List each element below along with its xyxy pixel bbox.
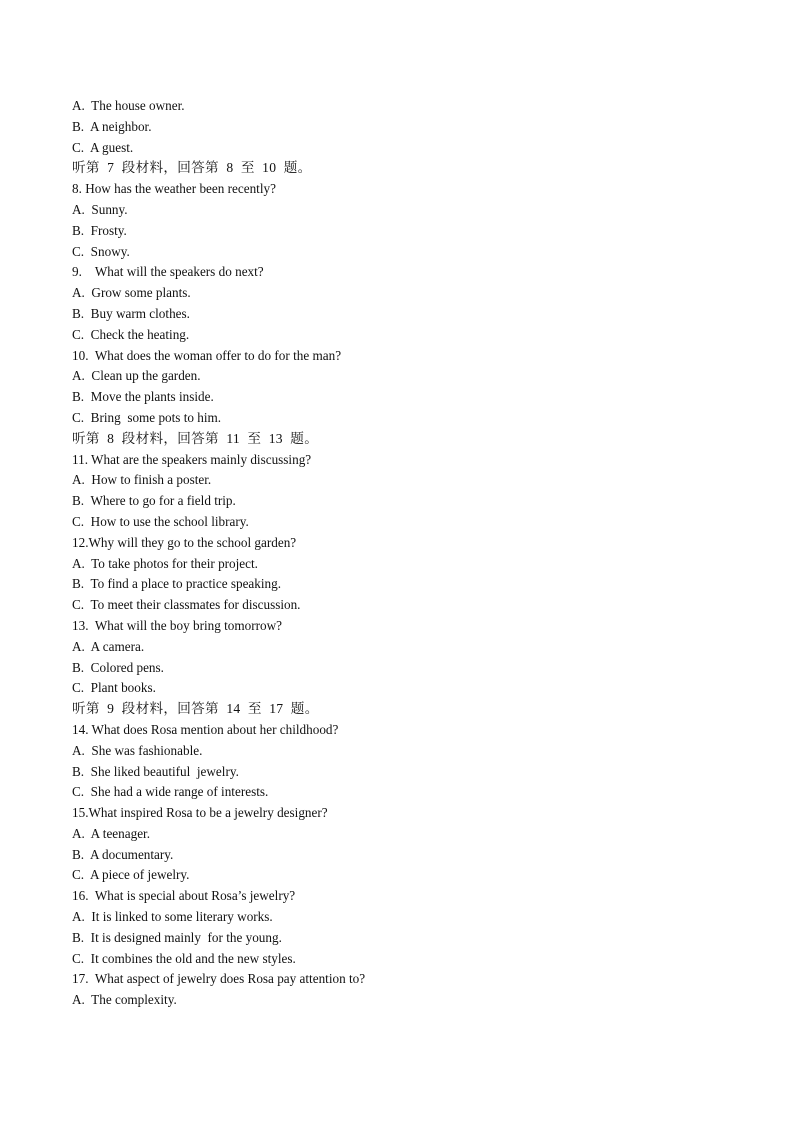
- question-text: 14. What does Rosa mention about her childhood?: [72, 721, 339, 737]
- answer-option: C. A piece of jewelry.: [72, 867, 190, 883]
- answer-option: C. She had a wide range of interests.: [72, 784, 269, 800]
- answer-option: B. A neighbor.: [72, 118, 152, 134]
- answer-option: A. It is linked to some literary works.: [72, 909, 273, 925]
- answer-option: A. The complexity.: [72, 992, 177, 1008]
- document-body: [72, 96, 752, 1011]
- question-text: 8. How has the weather been recently?: [72, 181, 276, 197]
- question-text: 12.Why will they go to the school garden?: [72, 534, 297, 550]
- answer-option: A. A camera.: [72, 638, 145, 654]
- question-text: 16. What is special about Rosa’s jewelry?: [72, 888, 296, 904]
- answer-option: A. A teenager.: [72, 825, 151, 841]
- question-text: 13. What will the boy bring tomorrow?: [72, 617, 282, 633]
- answer-option: C. Check the heating.: [72, 326, 190, 342]
- answer-option: C. A guest.: [72, 139, 134, 155]
- answer-option: A. Clean up the garden.: [72, 368, 201, 384]
- section-heading: 听第 8 段材料，回答第 11 至 13 题。: [72, 430, 319, 446]
- answer-option: A. Sunny.: [72, 201, 128, 217]
- answer-option: B. Frosty.: [72, 222, 127, 238]
- answer-option: A. Grow some plants.: [72, 285, 191, 301]
- section-heading: 听第 9 段材料，回答第 14 至 17 题。: [72, 701, 319, 717]
- answer-option: C. To meet their classmates for discussion.: [72, 597, 301, 613]
- answer-option: B. A documentary.: [72, 846, 174, 862]
- answer-option: C. Bring some pots to him.: [72, 409, 222, 425]
- answer-option: C. Snowy.: [72, 243, 130, 259]
- answer-option: B. Colored pens.: [72, 659, 164, 675]
- answer-option: A. She was fashionable.: [72, 742, 203, 758]
- answer-option: B. To find a place to practice speaking.: [72, 576, 282, 592]
- section-heading: 听第 7 段材料，回答第 8 至 10 题。: [72, 160, 312, 176]
- answer-option: C. How to use the school library.: [72, 513, 249, 529]
- answer-option: B. Where to go for a field trip.: [72, 493, 236, 509]
- answer-option: A. To take photos for their project.: [72, 555, 258, 571]
- question-text: 15.What inspired Rosa to be a jewelry designer?: [72, 805, 328, 821]
- answer-option: B. It is designed mainly for the young.: [72, 929, 282, 945]
- question-text: 9. What will the speakers do next?: [72, 264, 264, 280]
- answer-option: B. She liked beautiful jewelry.: [72, 763, 239, 779]
- answer-option: B. Move the plants inside.: [72, 389, 214, 405]
- answer-option: B. Buy warm clothes.: [72, 305, 190, 321]
- answer-option: C. Plant books.: [72, 680, 156, 696]
- question-text: 17. What aspect of jewelry does Rosa pay attention to?: [72, 971, 366, 987]
- answer-option: C. It combines the old and the new styles.: [72, 950, 296, 966]
- question-text: 11. What are the speakers mainly discussing?: [72, 451, 312, 467]
- question-text: 10. What does the woman offer to do for the man?: [72, 347, 342, 363]
- answer-option: A. The house owner.: [72, 98, 185, 113]
- answer-option: A. How to finish a poster.: [72, 472, 212, 488]
